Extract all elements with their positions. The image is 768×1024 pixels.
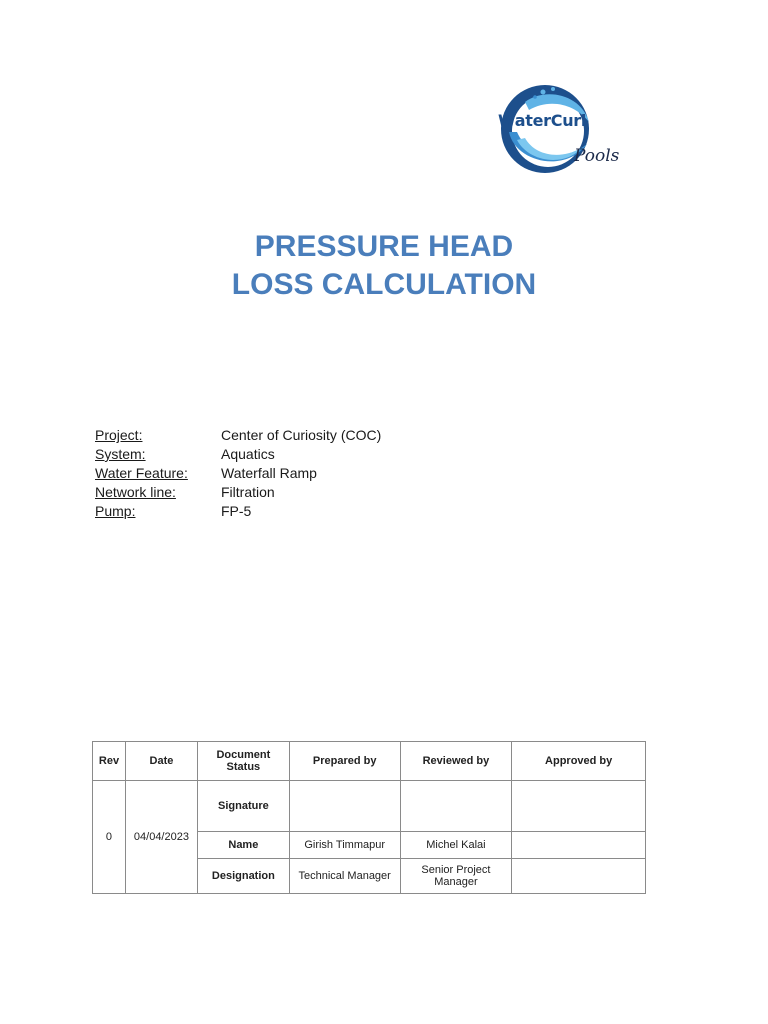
cell-approved-signature [512,781,646,832]
info-row-pump [95,502,381,521]
header-date: Date [125,742,197,781]
cell-reviewed-name: Michel Kalai [400,832,512,859]
info-row-network-line [95,483,381,502]
document-title [0,228,768,304]
table-header-row [93,742,646,781]
table-row [93,781,646,832]
info-row-water-feature [95,464,381,483]
cell-name-label: Name [197,832,289,859]
cell-approved-designation [512,859,646,894]
info-value: Aquatics [221,446,275,462]
cell-prepared-designation: Technical Manager [289,859,400,894]
info-value: Center of Curiosity (COC) [221,427,382,443]
revision-table [92,741,646,894]
info-label: System: [95,446,146,462]
info-label: Water Feature: [95,465,188,481]
title-line-1: PRESSURE HEAD [254,230,514,263]
cell-prepared-signature [289,781,400,832]
cell-reviewed-signature [400,781,512,832]
info-label: Network line: [95,484,176,500]
header-reviewed-by: Reviewed by [400,742,512,781]
cell-designation-label: Designation [197,859,289,894]
cell-signature-label: Signature [197,781,289,832]
cell-reviewed-designation: Senior Project Manager [400,859,512,894]
info-row-project [95,426,381,445]
info-row-system [95,445,381,464]
logo-subtext: Pools [574,146,620,166]
info-label: Pump: [95,503,136,519]
cell-rev: 0 [93,781,126,894]
title-line-2: LOSS CALCULATION [231,268,537,301]
header-prepared-by: Prepared by [289,742,400,781]
logo-text: WaterCurl [498,111,587,130]
header-approved-by: Approved by [512,742,646,781]
info-label: Project: [95,427,143,443]
info-value: Waterfall Ramp [221,465,317,481]
cell-approved-name [512,832,646,859]
header-rev: Rev [93,742,126,781]
project-info [95,426,381,521]
info-value: Filtration [221,484,275,500]
cell-prepared-name: Girish Timmapur [289,832,400,859]
header-document-status: Document Status [197,742,289,781]
info-value: FP-5 [221,503,252,519]
cell-date: 04/04/2023 [125,781,197,894]
